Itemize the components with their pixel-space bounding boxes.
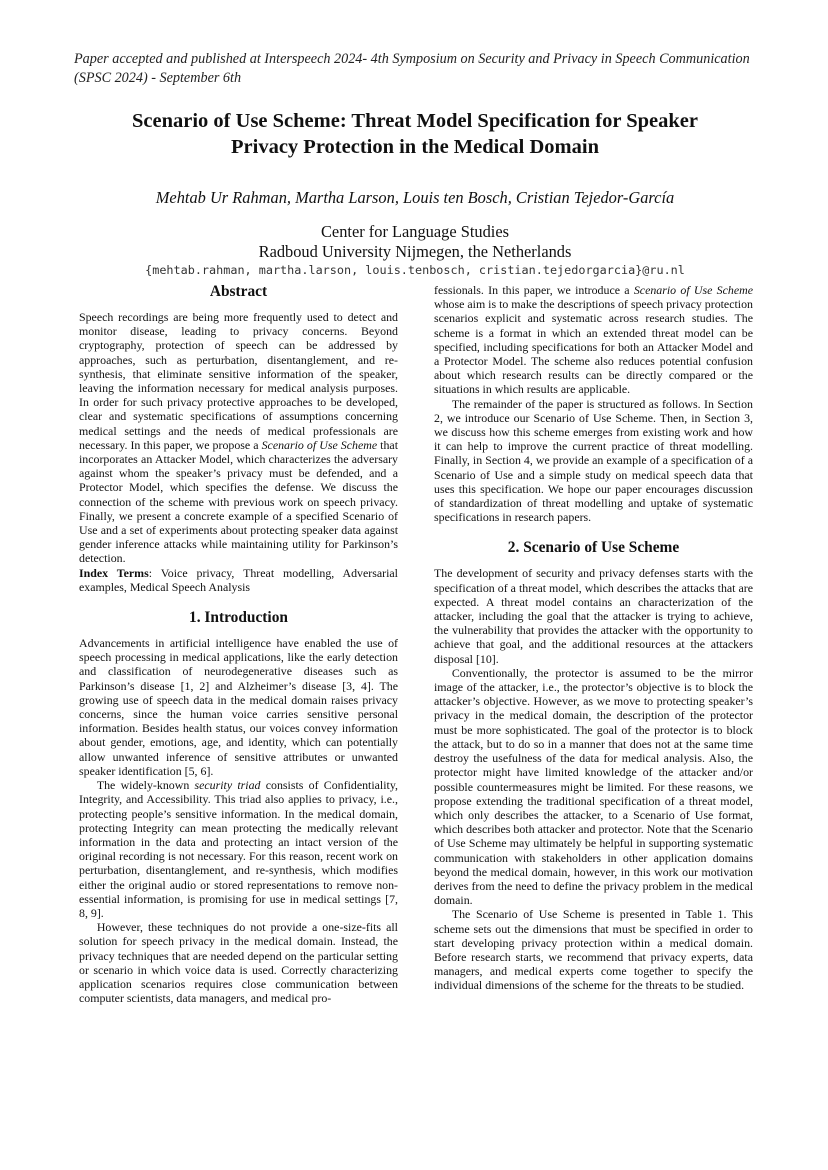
paper-title xyxy=(60,108,770,160)
abstract-heading: Abstract xyxy=(209,283,268,300)
index-terms-text: : Voice privacy, Threat modelling, Adversarial examples, Medical Speech Analysis xyxy=(79,565,398,594)
intro-paragraph-5: The remainder of the paper is structured as follows. In Section 2, we introduce our Scenario of Use Scheme. Then, in Section 3, we discuss how this scheme emerges from existing work and how it can help to improve the current practice of threat modelling. Finally, in Section 4, we provide an example of a specification of a Scenario of Use and a simple study on medical speech data that uses this specification. We hope our paper encourages discussion of standardization of threat modelling and uptake of systematic specifications in research papers. xyxy=(434,396,753,525)
intro-paragraph-2 xyxy=(79,778,398,920)
abstract-scheme-name: Scenario of Use Scheme xyxy=(261,437,378,452)
abstract-text xyxy=(79,310,398,566)
intro-paragraph-1: Advancements in artificial intelligence have enabled the use of speech processing in medical applications, like the early detection and classification of neurodegenerative diseases such as Parkinson’s disease [1, 2] and Alzheimer’s disease [3, 4]. The growing use of speech data in the medical domain raises privacy concerns, since the human voice carries sensitive personal information. Besides health status, our voices convey information about gender, emotions, age, and identity, which can potentially allow unwanted inference of sensitive attributes or unwanted speaker identification [5, 6]. xyxy=(79,636,398,778)
intro-paragraph-4-part-1: fessionals. In this paper, we introduce a xyxy=(434,283,634,297)
abstract-text-part-2: that incorporates an Attacker Model, which characterizes the adversary against whom the speaker’s privacy must be defended, and a Protector Model, which specifies the defense. We discuss the connection of the scheme with previous work on speech privacy. Finally, we present a concrete example of a specified Scenario of Use and a set of experiments about protecting speaker data against gender inference attacks while maintaining utility for Parkinson’s detection. xyxy=(79,437,398,566)
section-2-paragraph-1: The development of security and privacy defenses starts with the specification of a threat model, which describes the attacks that are expected. A threat model contains an characterization of the attacker, including the goal that the attacker is trying to achieve, the vulnerability that provides the attacker with the opportunity to achieve that goal, and the additional resources at the attackers disposal [10]. xyxy=(434,566,753,666)
intro-paragraph-4 xyxy=(434,283,753,397)
intro-paragraph-2-part-1: The widely-known xyxy=(96,778,195,793)
index-terms-label: Index Terms xyxy=(79,565,149,580)
author-emails: {mehtab.rahman, martha.larson, louis.tenbosch, cristian.tejedorgarcia}@ru.nl xyxy=(145,263,685,277)
affiliation-center: Center for Language Studies xyxy=(321,222,509,241)
publication-notice: Paper accepted and published at Interspeech 2024- 4th Symposium on Security and Privacy in Speech Communication (SPSC 2024) - September 6th xyxy=(74,51,750,86)
left-column xyxy=(79,283,398,1005)
introduction-heading: 1. Introduction xyxy=(189,609,288,627)
right-column xyxy=(434,283,753,993)
intro-paragraph-2-part-2: consists of Confidentiality, Integrity, and Accessibility. This triad also applies to privacy, i.e., protecting people’s sensitive information. In the medical domain, protecting Integrity can mean protecting the medically relevant information in the data and protecting an intact version of the original recording is not necessary. For this reason, recent work on perturbation, disentanglement, and re-synthesis, which modifies either the original audio or stored representations to remove non-essential information, is promising for use in medical settings [7, 8, 9]. xyxy=(79,778,398,920)
security-triad-term: security triad xyxy=(194,778,261,793)
section-2-paragraph-2: Conventionally, the protector is assumed to be the mirror image of the attacker, i.e., the protector’s objective is to block the attacker’s objective. However, as we move to protecting speaker’s privacy in the medical domain, the description of the protector must be more sophisticated. The goal of the protector is to block the attack, but to do so in a manner that does not at the same time destroy the usefulness of the data for medical analysis. Also, the protector might have limited knowledge of the attacker and/or possible countermeasures might be limited. For these reasons, we propose extending the traditional specification of a threat model, which only describes the attacker, to a Scenario of Use format, which describes both attacker and protector. Note that the Scenario of Use Scheme may ultimately be helpful in supporting systematic communication with stakeholders in other application domains beyond the medical domain, however, in this work our motivation derives from the need to define the privacy problem in the medical domain. xyxy=(434,665,753,908)
index-terms xyxy=(79,566,398,594)
paper-title-line-2: Privacy Protection in the Medical Domain xyxy=(231,136,599,158)
section-2-heading: 2. Scenario of Use Scheme xyxy=(507,539,680,557)
abstract-text-part-1: Speech recordings are being more frequently used to detect and monitor disease, leading to privacy concerns. Beyond cryptography, protection of speech can be addressed by approaches, such as perturbation, disentanglement, and re-synthesis, that eliminate sensitive information of the speaker, leaving the information necessary for medical analysis purposes. In order for such privacy protective approaches to be developed, clear and systematic specifications of assumptions concerning medical settings and the needs of medical professionals are necessary. In this paper, we propose a xyxy=(79,310,398,452)
affiliation-university: Radboud University Nijmegen, the Netherlands xyxy=(258,242,572,261)
intro-scheme-name: Scenario of Use Scheme xyxy=(633,283,753,297)
author-list: Mehtab Ur Rahman, Martha Larson, Louis ten Bosch, Cristian Tejedor-García xyxy=(155,188,675,207)
intro-paragraph-4-part-2: whose aim is to make the descriptions of speech privacy protection scenarios explicit and systematic across research studies. The scheme is a format in which an extended threat model can be specified, including specifications for both an Attacker Model and a Protector Model. The scheme also reduces potential confusion about which research results can be directly compared or the situations in which results are applicable. xyxy=(434,297,753,397)
section-2-paragraph-3: The Scenario of Use Scheme is presented in Table 1. This scheme sets out the dimensions that must be specified in order to start developing privacy protection within a medical domain. Before research starts, we recommend that privacy experts, data managers, and medical experts come together to specify the individual dimensions of the scheme for the threats to be studied. xyxy=(434,907,753,993)
intro-paragraph-3: However, these techniques do not provide a one-size-fits all solution for speech privacy in the medical domain. Instead, the privacy techniques that are needed depend on the particular setting or scenario in which voice data is used. Correctly characterizing application scenarios requires close communication between computer scientists, data managers, and medical pro- xyxy=(79,920,398,1006)
paper-title-line-1: Scenario of Use Scheme: Threat Model Specification for Speaker xyxy=(132,110,698,132)
